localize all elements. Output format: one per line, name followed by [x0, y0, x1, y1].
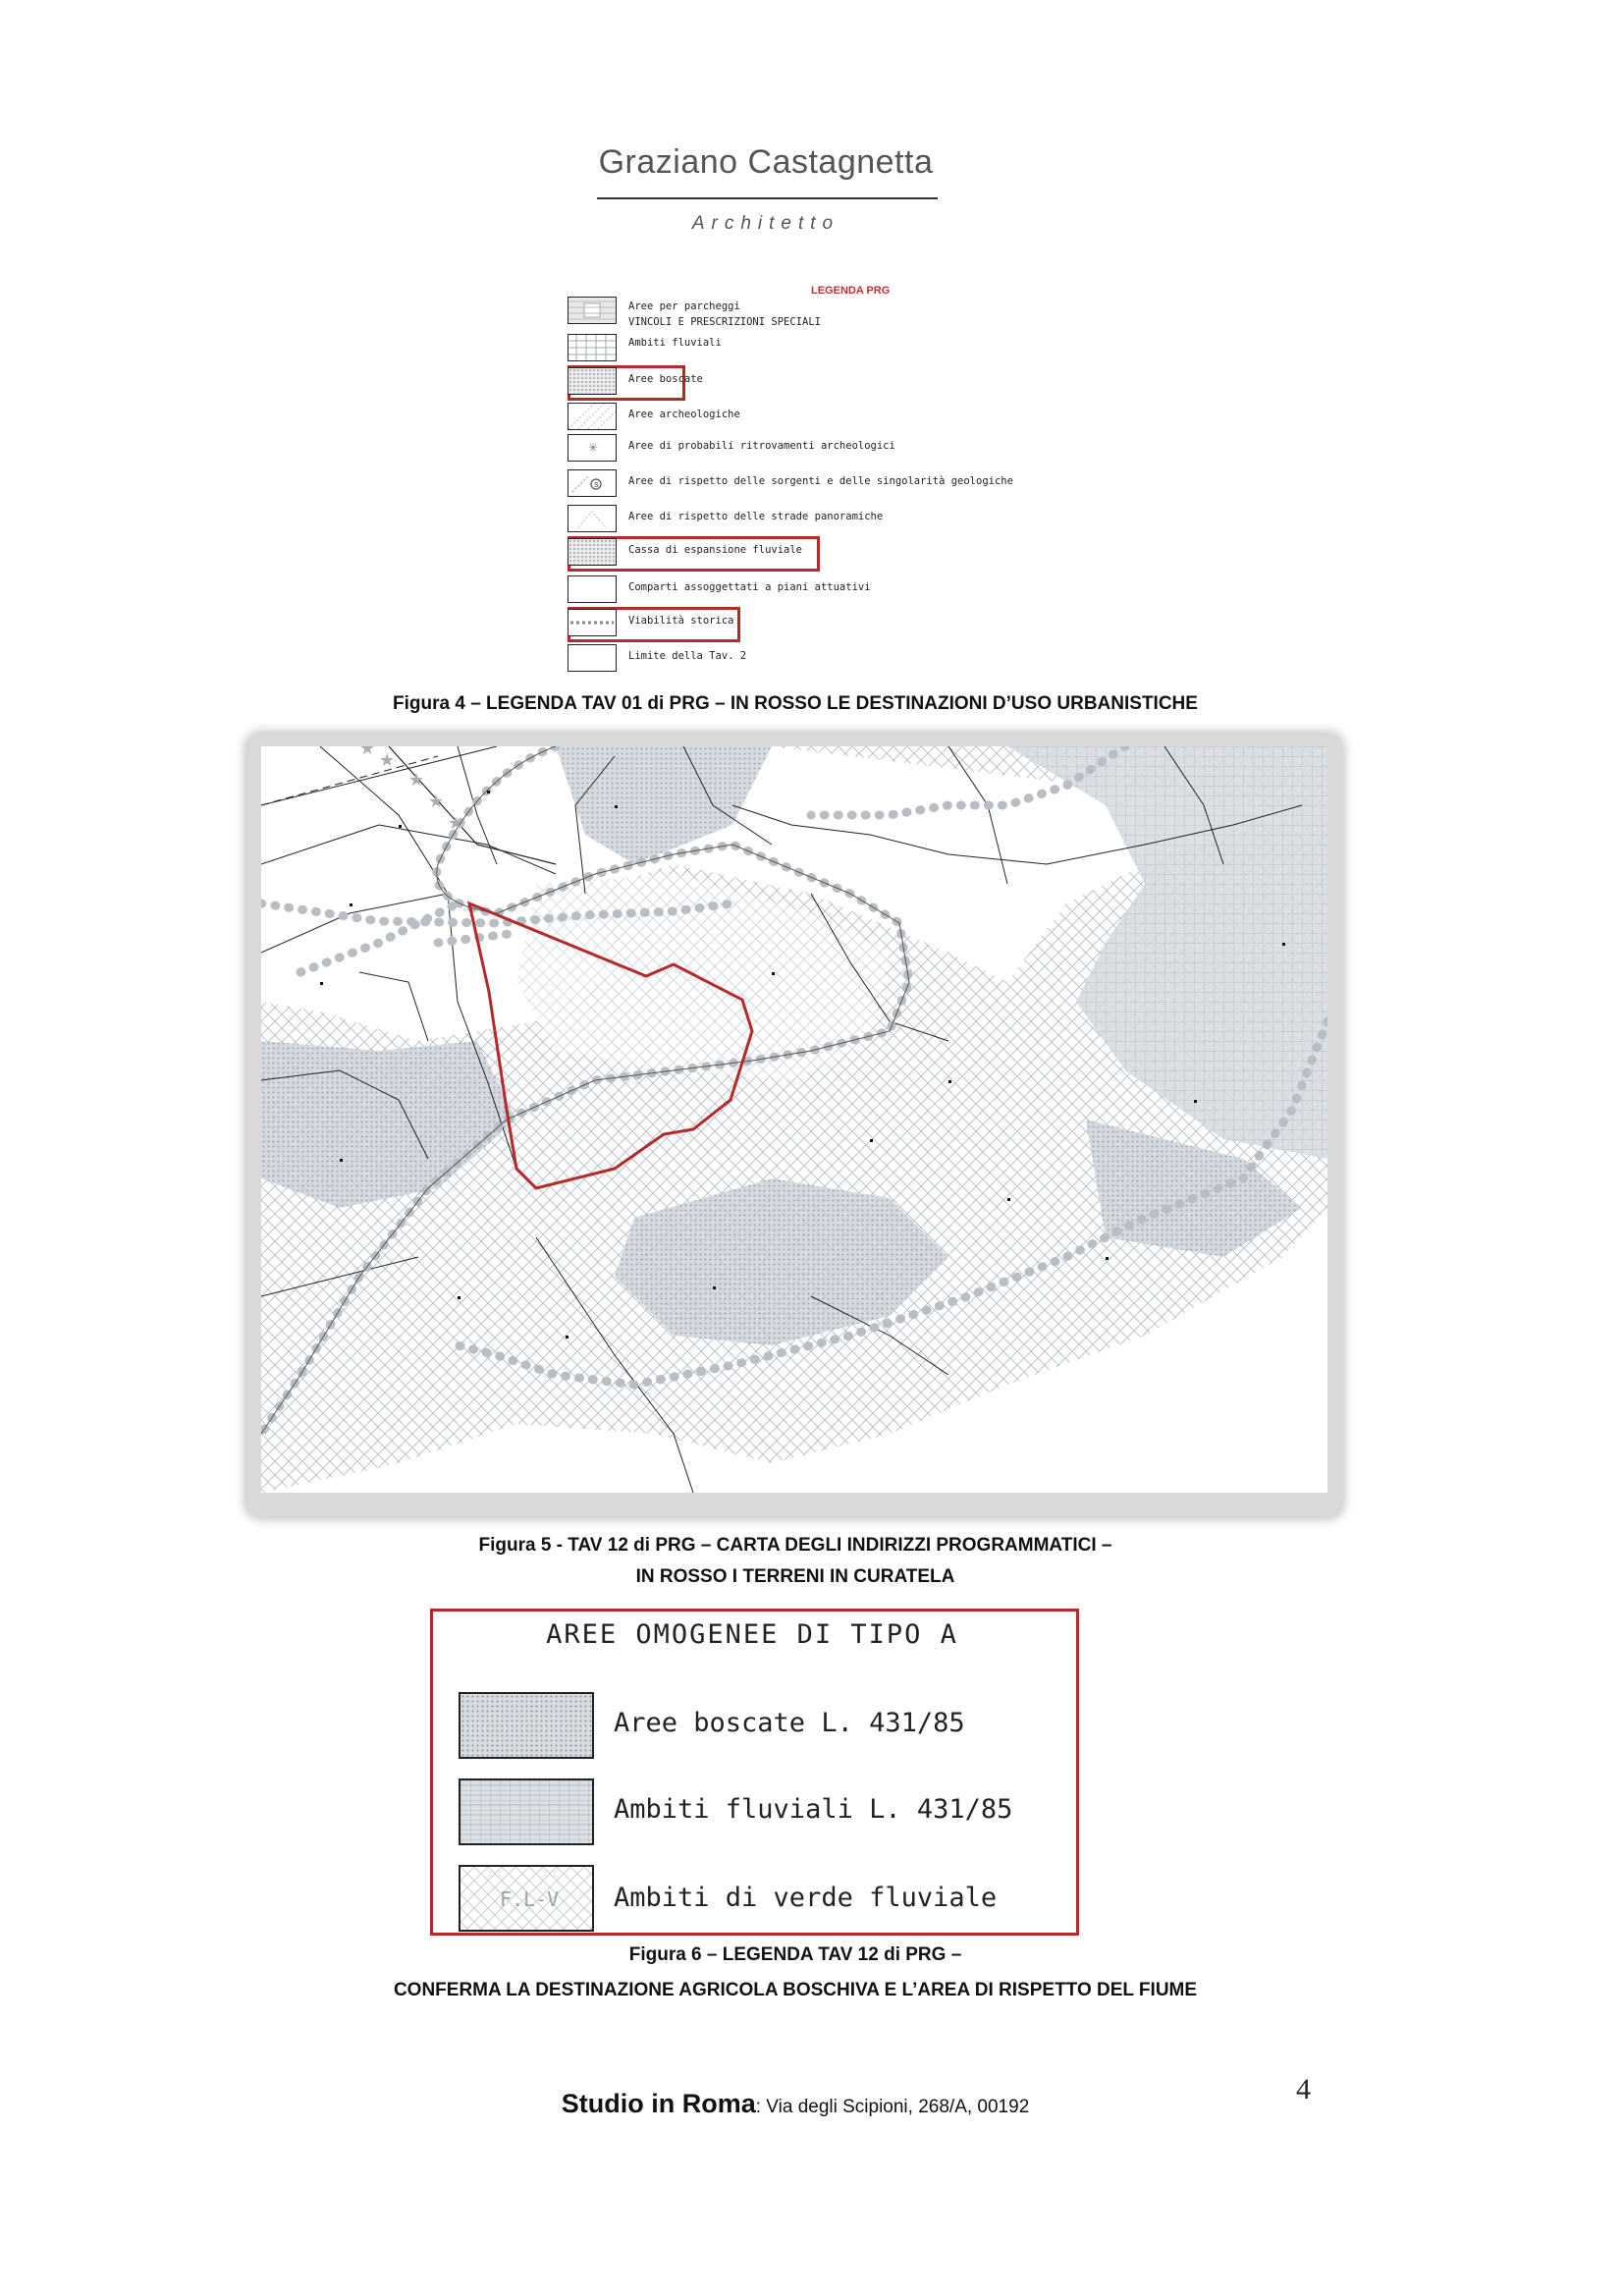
- page-number: 4: [1296, 2073, 1311, 2105]
- legend-tav12-swatch-boscate: [459, 1692, 594, 1759]
- footer-address: Via degli Scipioni, 268/A, 00192: [766, 2097, 1030, 2117]
- svg-text:S: S: [594, 482, 599, 489]
- legend-tav12-title: AREE OMOGENEE DI TIPO A: [546, 1619, 958, 1650]
- caption-figura-5-line1: Figura 5 - TAV 12 di PRG – CARTA DEGLI INDIRIZZI PROGRAMMATICI –: [478, 1535, 1112, 1556]
- footer: Studio in Roma: Via degli Scipioni, 268/A, 00192: [561, 2089, 1030, 2118]
- caption-figura-6-line2: CONFERMA LA DESTINAZIONE AGRICOLA BOSCHIVA E L’AREA DI RISPETTO DEL FIUME: [393, 1980, 1198, 2000]
- legend-tav12-box: [430, 1609, 1079, 1936]
- author-profession: Architetto: [691, 213, 840, 234]
- legend-tav12-label-boscate: Aree boscate L. 431/85: [614, 1708, 965, 1738]
- legend-prg-title: LEGENDA PRG: [811, 285, 891, 297]
- svg-text:★: ★: [359, 746, 376, 759]
- legend-swatch-archeologiche: [568, 403, 617, 430]
- svg-text:★: ★: [408, 770, 425, 791]
- legend-swatch-limite: [568, 644, 617, 672]
- svg-text:★: ★: [448, 813, 464, 834]
- svg-text:F.L-V: F.L-V: [500, 1887, 560, 1911]
- footer-studio: Studio in Roma: [561, 2089, 756, 2118]
- caption-figura-5-line2: IN ROSSO I TERRENI IN CURATELA: [635, 1566, 955, 1587]
- prg-map-tav12: [261, 746, 1327, 1493]
- svg-text:✳: ✳: [588, 441, 599, 455]
- legend-swatch-cassa-espansione: [568, 538, 617, 566]
- legend-swatch-ritrovamenti: [568, 434, 617, 462]
- legend-tav12-label-fluviali: Ambiti fluviali L. 431/85: [614, 1794, 1013, 1825]
- author-name: Graziano Castagnetta: [598, 143, 934, 181]
- legend-swatch-panoramiche: [568, 505, 617, 532]
- legend-swatch-aree-boscate: [568, 367, 617, 395]
- legend-tav12-label-verde-fluviale: Ambiti di verde fluviale: [614, 1883, 998, 1913]
- legend-tav12-swatch-fluviali: [459, 1778, 594, 1845]
- legend-swatch-comparti: [568, 575, 617, 603]
- legend-tav12-swatch-verde-fluviale: [459, 1865, 594, 1932]
- legend-swatch-viabilita: [568, 609, 617, 636]
- legend-swatch-sorgenti: [568, 469, 617, 497]
- svg-text:★: ★: [428, 792, 445, 812]
- svg-text:★: ★: [379, 750, 396, 771]
- caption-figura-6-line1: Figura 6 – LEGENDA TAV 12 di PRG –: [628, 1944, 962, 1965]
- caption-figura-4: Figura 4 – LEGENDA TAV 01 di PRG – IN ROSSO LE DESTINAZIONI D’USO URBANISTICHE: [393, 693, 1198, 714]
- header-divider: [597, 197, 938, 199]
- legend-swatch-parcheggi: [568, 297, 617, 324]
- legend-swatch-ambiti-fluviali: [568, 334, 617, 361]
